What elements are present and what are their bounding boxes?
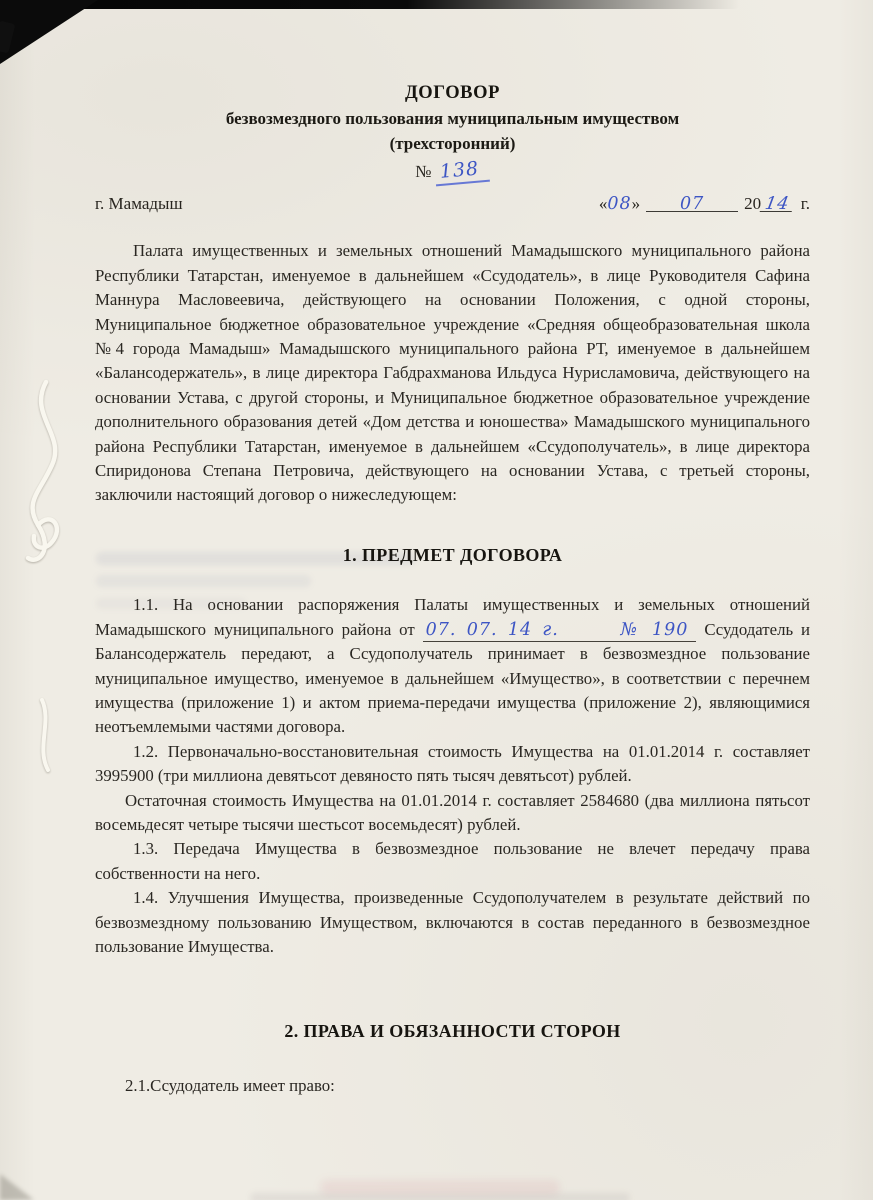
clause-1-1-handwritten-date: 07. 07. 14 г. № 190 (423, 620, 697, 642)
preamble-paragraph: Палата имущественных и земельных отношений Мамадышского муниципального района Республики Татарстан, именуемое в дальнейшем «Ссудодатель», в лице Руководителя Сафина Маннура Масловеевича, действующего на основании Положения, с одной стороны, Муниципальное бюджетное образовательное учреждение «Средняя общеобразовательная школа №4 города Мамадыш» Мамадышского муниципального района РТ, именуемое в дальнейшем «Балансодержатель», в лице директора Габдрахманова Ильдуса Нурисламовича, действующего на основании Устава, с другой стороны, и Муниципальное бюджетное образовательное учреждение дополнительного образования детей «Дом детства и юношества» Мамадышского муниципального района Республики Татарстан, именуемое в дальнейшем «Ссудополучатель», в лице директора Спиридонова Степана Петровича, действующего на основании Устава, с третьей стороны, заключили настоящий договор о нижеследующем: (95, 241, 810, 505)
section-1-heading: 1. ПРЕДМЕТ ДОГОВОРА (342, 544, 563, 565)
clause-1-2-residual: Остаточная стоимость Имущества на 01.01.2014 г. составляет 2584680 (два миллиона пятьсот восемьдесят четыре тысячи шестьсот восемьдесят) рублей. (95, 790, 810, 834)
clause-1-3: 1.3. Передача Имущества в безвозмездное пользование не влечет передачу права собственности на него. (95, 839, 810, 883)
clause-1-1 (95, 593, 810, 739)
date-month-blank (646, 194, 738, 214)
clause-1-4: 1.4. Улучшения Имущества, произведенные Ссудополучателем в результате действий по безвозмездному пользованию Имуществом, включаются в состав переданного в безвозмездное пользование Имущества. (95, 888, 810, 956)
date-day-handwritten: 08 (607, 194, 632, 214)
city-date-row (95, 192, 810, 216)
clause-2-1: 2.1.Ссудодатель имеет право: (125, 1075, 335, 1095)
document-subtitle: безвозмездного пользования муниципальным имуществом (225, 109, 680, 128)
document-subtitle-2: (трехсторонний) (389, 134, 516, 153)
contract-number-row (95, 159, 810, 185)
scan-corner-bottom-artifact (0, 1174, 34, 1200)
bleed-through-artifact (250, 1193, 630, 1200)
section-2-heading: 2. ПРАВА И ОБЯЗАННОСТИ СТОРОН (284, 1021, 621, 1042)
clause-1-2: 1.2. Первоначально-восстановительная стоимость Имущества на 01.01.2014 г. составляет 3995900 (три миллиона девятьсот девяносто пять тысяч девятьсот) рублей. (95, 741, 810, 786)
clause-1-1-text-cont: Ссудодатель и Балансодержатель передают, а Ссудополучатель принимает в безвозмездное пользование муниципальное имущество, именуемое в дальнейшем «Имущество», в соответствии с перечнем имущества (приложение 1) и актом приема-передачи имущества (приложение 2), являющимися неотъемлемыми частями договора. (95, 619, 810, 737)
city-label: г. Мамадыш (95, 194, 183, 213)
clause-1-1-text: 1.1. На основании распоряжения Палаты имущественных и земельных отношений Мамадышского муниципального района от (95, 595, 810, 639)
contract-number-label: № (415, 162, 432, 181)
date-block (599, 192, 810, 216)
date-year-unit: г. (800, 194, 810, 213)
date-month-handwritten: 07 (680, 194, 705, 214)
date-close-quote: » (631, 194, 641, 213)
document-title: ДОГОВОР (404, 83, 501, 103)
date-open-quote: « (598, 194, 608, 213)
date-year-handwritten: 14 (760, 197, 795, 212)
contract-number-handwritten: 138 (434, 156, 490, 187)
date-year-prefix: 20 (744, 194, 762, 213)
